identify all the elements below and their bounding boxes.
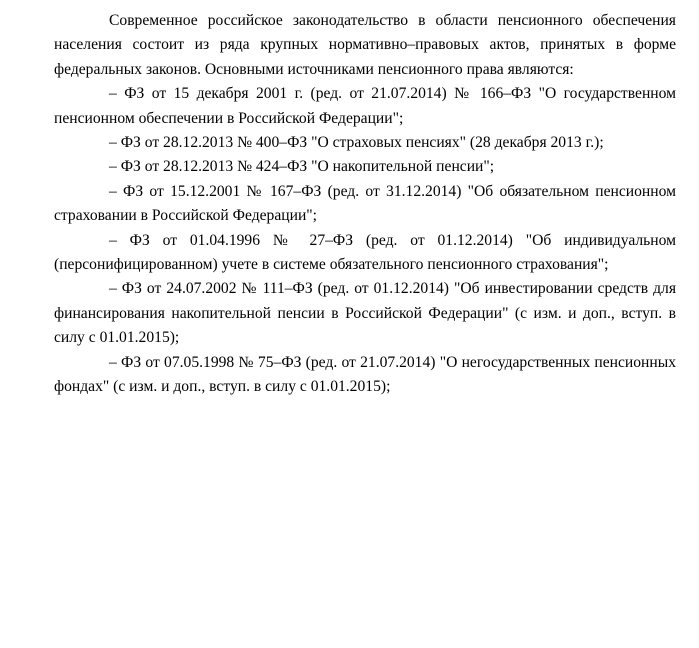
law-item-167-fz: – ФЗ от 15.12.2001 № 167–ФЗ (ред. от 31.12.2014) "Об обязательном пенсионном страховании в Российской Федерации"; bbox=[54, 182, 676, 225]
law-item-424-fz: – ФЗ от 28.12.2013 № 424–ФЗ "О накопительной пенсии"; bbox=[109, 158, 495, 176]
law-item-400-fz: – ФЗ от 28.12.2013 № 400–ФЗ "О страховых пенсиях" (28 декабря 2013 г.); bbox=[109, 134, 604, 152]
law-item-27-fz: – ФЗ от 01.04.1996 № 27–ФЗ (ред. от 01.12.2014) "Об индивидуальном (персонифицированном) учете в системе обязательного пенсионного страхования"; bbox=[54, 231, 676, 274]
law-item-75-fz: – ФЗ от 07.05.1998 № 75–ФЗ (ред. от 21.07.2014) "О негосударственных пенсионных фондах" (с изм. и доп., вступ. в силу с 01.01.2015); bbox=[54, 353, 676, 396]
law-item-166-fz: – ФЗ от 15 декабря 2001 г. (ред. от 21.07.2014) № 166–ФЗ "О государственном пенсионном обеспечении в Российской Федерации"; bbox=[54, 85, 676, 127]
law-item-111-fz: – ФЗ от 24.07.2002 № 111–ФЗ (ред. от 01.12.2014) "Об инвестировании средств для финансирования накопительной пенсии в Российской Федерации" (с изм. и доп., вступ. в силу с 01.01.2015); bbox=[54, 280, 676, 347]
intro-paragraph: Современное российское законодательство в области пенсионного обеспечения населения состоит из ряда крупных нормативно–правовых актов, принятых в форме федеральных законов. Основными источниками пенсионного права являются: bbox=[54, 12, 676, 78]
document-body bbox=[54, 9, 676, 400]
